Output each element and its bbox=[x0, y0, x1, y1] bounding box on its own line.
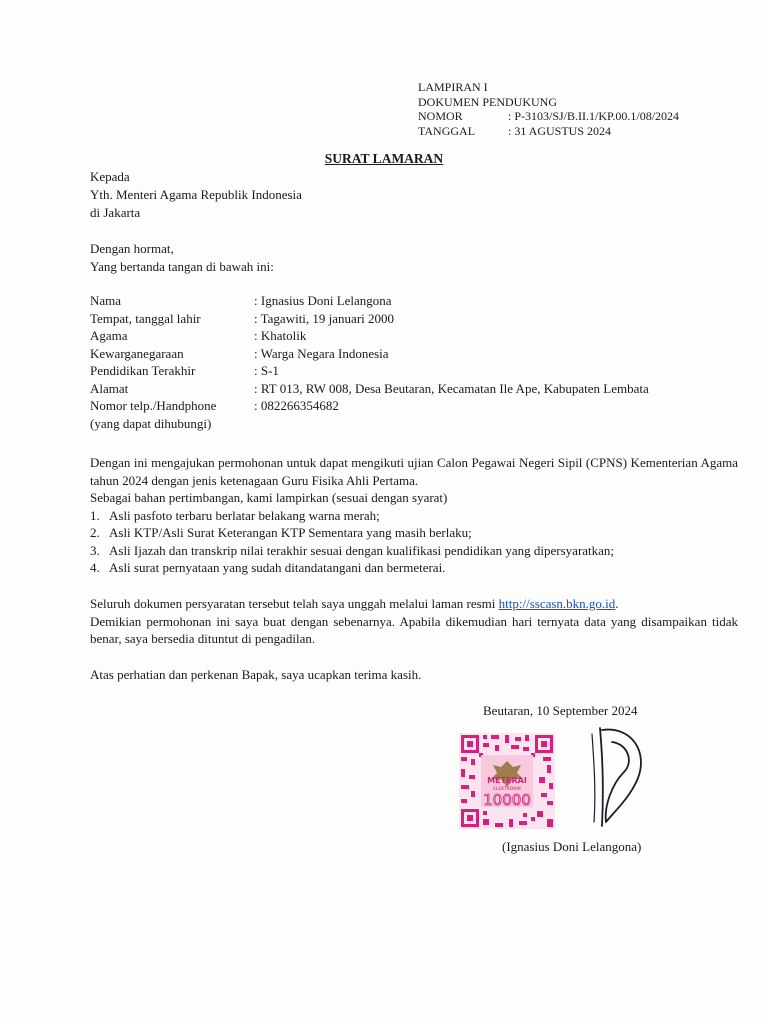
list-item-text: Asli Ijazah dan transkrip nilai terakhir sesuai dengan kualifikasi pendidikan yang dipersyaratkan; bbox=[109, 542, 615, 558]
closing-line: Atas perhatian dan perkenan Bapak, saya ucapkan terima kasih. bbox=[90, 667, 422, 682]
personal-row bbox=[90, 363, 649, 381]
body-block bbox=[90, 454, 738, 577]
meterai-value: 10000 bbox=[483, 791, 531, 809]
nomor-label: NOMOR bbox=[418, 109, 463, 123]
recipient-line-3: di Jakarta bbox=[90, 205, 141, 220]
list-item-text: Asli KTP/Asli Surat Keterangan KTP Sementara yang masih berlaku; bbox=[109, 525, 472, 540]
personal-value: : 082266354682 bbox=[254, 398, 339, 413]
personal-label: Kewarganegaraan bbox=[90, 345, 184, 361]
list-item-number: 2. bbox=[90, 525, 100, 540]
place-date: Beutaran, 10 September 2024 bbox=[483, 703, 638, 718]
personal-data-table bbox=[90, 293, 649, 433]
list-item bbox=[90, 542, 738, 560]
signature-icon bbox=[582, 722, 652, 834]
personal-row bbox=[90, 416, 649, 434]
attachment-list bbox=[90, 507, 738, 577]
declaration-paragraph: Demikian permohonan ini saya buat dengan sebenarnya. Apabila dikemudian hari ternyata data yang disampaikan tidak benar, saya bersedia dituntut di pengadilan. bbox=[90, 613, 738, 646]
list-item-text: Asli surat pernyataan yang sudah ditandatangani dan bermeterai. bbox=[109, 560, 446, 575]
personal-row bbox=[90, 311, 649, 329]
personal-value: : RT 013, RW 008, Desa Beutaran, Kecamatan Ile Ape, Kabupaten Lembata bbox=[254, 380, 649, 396]
lampiran-title: LAMPIRAN I bbox=[418, 80, 488, 94]
tanggal-value: : 31 AGUSTUS 2024 bbox=[508, 123, 612, 138]
personal-row bbox=[90, 398, 649, 416]
list-item-text: Asli pasfoto terbaru berlatar belakang warna merah; bbox=[109, 507, 380, 523]
greeting-line-1: Dengan hormat, bbox=[90, 241, 174, 256]
signature bbox=[582, 722, 652, 834]
attach-intro: Sebagai bahan pertimbangan, kami lampirkan (sesuai dengan syarat) bbox=[90, 490, 448, 505]
recipient-line-2: Yth. Menteri Agama Republik Indonesia bbox=[90, 187, 302, 202]
personal-label: Agama bbox=[90, 328, 128, 343]
recipient-line-1: Kepada bbox=[90, 169, 130, 184]
personal-row bbox=[90, 346, 649, 364]
personal-row bbox=[90, 293, 649, 311]
personal-label: Nomor telp./Handphone bbox=[90, 398, 217, 413]
personal-row bbox=[90, 328, 649, 346]
declaration-block bbox=[90, 595, 738, 648]
nomor-value: : P-3103/SJ/B.II.1/KP.00.1/08/2024 bbox=[508, 109, 680, 123]
upload-suffix: . bbox=[615, 596, 619, 611]
meterai-stamp bbox=[459, 733, 555, 829]
letter-title: SURAT LAMARAN bbox=[324, 151, 444, 166]
personal-label: Nama bbox=[90, 293, 122, 308]
personal-row bbox=[90, 381, 649, 399]
upload-text: Seluruh dokumen persyaratan tersebut telah saya unggah melalui laman resmi bbox=[90, 596, 499, 611]
tanggal-label: TANGGAL bbox=[418, 123, 476, 138]
personal-value: : Tagawiti, 19 januari 2000 bbox=[254, 310, 395, 326]
upload-paragraph bbox=[90, 595, 738, 613]
personal-label: Alamat bbox=[90, 380, 129, 396]
list-item-number: 4. bbox=[90, 560, 100, 575]
lampiran-subtitle: DOKUMEN PENDUKUNG bbox=[418, 94, 557, 109]
sscasn-link[interactable]: http://sscasn.bkn.go.id bbox=[498, 596, 616, 611]
signer-name: (Ignasius Doni Lelangona) bbox=[502, 839, 642, 854]
lampiran-header bbox=[418, 80, 679, 138]
personal-value: : Khatolik bbox=[254, 328, 307, 343]
list-item-number: 1. bbox=[90, 507, 100, 523]
personal-label: (yang dapat dihubungi) bbox=[90, 415, 212, 431]
meterai-sub: ELEKTRONIK bbox=[493, 787, 521, 792]
personal-label: Pendidikan Terakhir bbox=[90, 363, 196, 378]
personal-value: : Warga Negara Indonesia bbox=[254, 345, 389, 361]
list-item-number: 3. bbox=[90, 542, 100, 558]
recipient-block bbox=[90, 168, 302, 222]
greeting-line-2: Yang bertanda tangan di bawah ini: bbox=[90, 259, 274, 274]
list-item bbox=[90, 507, 738, 525]
intro-paragraph: Dengan ini mengajukan permohonan untuk dapat mengikuti ujian Calon Pegawai Negeri Sipil (CPNS) Kementerian Agama tahun 2024 dengan jenis ketenagaan Guru Fisika Ahli Pertama. bbox=[90, 455, 738, 488]
personal-value: : S-1 bbox=[254, 363, 279, 378]
list-item bbox=[90, 559, 738, 577]
list-item bbox=[90, 524, 738, 542]
personal-label: Tempat, tanggal lahir bbox=[90, 310, 201, 326]
greeting-block bbox=[90, 240, 274, 276]
qr-stamp-icon bbox=[459, 733, 555, 829]
meterai-label: METERAI bbox=[487, 776, 527, 785]
personal-value: : Ignasius Doni Lelangona bbox=[254, 293, 392, 308]
